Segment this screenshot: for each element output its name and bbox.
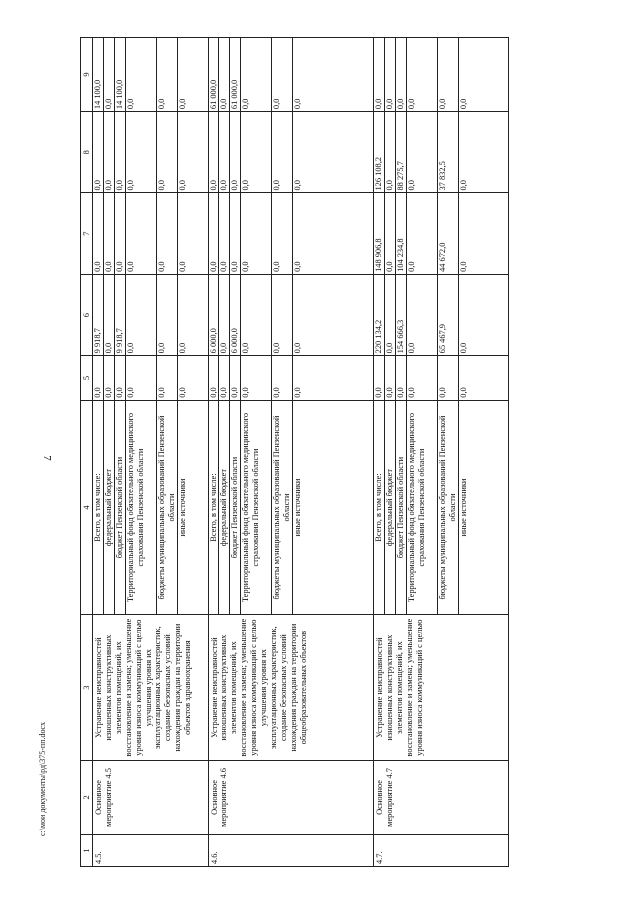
value-cell: 0,0 [93, 112, 104, 193]
value-cell: 0,0 [219, 112, 230, 193]
value-cell: 0,0 [406, 356, 437, 400]
value-cell: 0,0 [241, 274, 272, 355]
header-cell: 9 [81, 38, 93, 112]
value-cell: 14 100,0 [114, 38, 125, 112]
funding-source-cell: Территориальный фонд обязательного медицинского страхования Пензенской области [125, 400, 156, 615]
funding-source-cell: иные источники [458, 400, 508, 615]
value-cell: 0,0 [293, 38, 374, 112]
funding-source-cell: бюджет Пензенской области [114, 400, 125, 615]
funding-source-cell: федеральный бюджет [384, 400, 395, 615]
value-cell: 0,0 [156, 193, 177, 274]
value-cell: 0,0 [458, 193, 508, 274]
value-cell: 0,0 [103, 193, 114, 274]
value-cell: 9 918,7 [93, 274, 104, 355]
value-cell: 65 467,9 [437, 274, 458, 355]
value-cell: 0,0 [208, 356, 219, 400]
funding-source-cell: бюджеты муниципальных образований Пензенской области [272, 400, 293, 615]
value-cell: 0,0 [406, 274, 437, 355]
value-cell: 0,0 [241, 356, 272, 400]
value-cell: 0,0 [437, 356, 458, 400]
value-cell: 0,0 [125, 356, 156, 400]
value-cell: 0,0 [395, 356, 406, 400]
value-cell: 0,0 [114, 112, 125, 193]
activity-name-cell: Основное мероприятие 4.6 [208, 760, 374, 834]
row-number-cell: 4.6. [208, 834, 374, 866]
value-cell: 0,0 [219, 274, 230, 355]
value-cell: 0,0 [374, 356, 385, 400]
funding-source-cell: бюджет Пензенской области [230, 400, 241, 615]
value-cell: 44 672,0 [437, 193, 458, 274]
table-row [93, 38, 104, 867]
value-cell: 0,0 [406, 193, 437, 274]
value-cell: 0,0 [241, 38, 272, 112]
funding-source-cell: бюджеты муниципальных образований Пензенской области [156, 400, 177, 615]
value-cell: 9 918,7 [114, 274, 125, 355]
header-cell: 3 [81, 615, 93, 761]
row-number-cell: 4.7. [374, 834, 509, 866]
value-cell: 0,0 [293, 193, 374, 274]
value-cell: 0,0 [272, 356, 293, 400]
activity-description-cell: Устранение неисправностей изношенных конструктивных элементов помещений, их восстановление и замена; уменьшение уровня износа коммуникаций с целью улучшения уровня их эксплуатационных характеристик, создание безопасных условий нахождения граждан на территории общеобразовательных объектов [208, 615, 374, 761]
funding-source-cell: Территориальный фонд обязательного медицинского страхования Пензенской области [241, 400, 272, 615]
activity-description-cell: Устранение неисправностей изношенных конструктивных элементов помещений, их восстановление и замена; уменьшение уровня износа коммуникаций с целью улучшения уровня их эксплуатационных характеристик, создание безопасных условий нахождения граждан на территории объектов здравоохранения [93, 615, 209, 761]
header-cell: 8 [81, 112, 93, 193]
value-cell: 0,0 [241, 193, 272, 274]
value-cell: 126 108,2 [374, 112, 385, 193]
value-cell: 0,0 [156, 112, 177, 193]
value-cell: 0,0 [406, 112, 437, 193]
funding-source-cell: Всего, в том числе: [208, 400, 219, 615]
value-cell: 14 100,0 [93, 38, 104, 112]
header-cell: 1 [81, 834, 93, 866]
value-cell: 0,0 [230, 193, 241, 274]
value-cell: 0,0 [103, 356, 114, 400]
value-cell: 0,0 [93, 356, 104, 400]
value-cell: 6 000,0 [230, 274, 241, 355]
value-cell: 0,0 [437, 38, 458, 112]
value-cell: 0,0 [125, 193, 156, 274]
value-cell: 0,0 [177, 193, 208, 274]
funding-source-cell: иные источники [293, 400, 374, 615]
funding-source-cell: федеральный бюджет [219, 400, 230, 615]
value-cell: 0,0 [230, 112, 241, 193]
value-cell: 0,0 [177, 356, 208, 400]
value-cell: 0,0 [384, 112, 395, 193]
value-cell: 104 234,8 [395, 193, 406, 274]
value-cell: 0,0 [384, 274, 395, 355]
header-cell: 6 [81, 274, 93, 355]
value-cell: 0,0 [156, 38, 177, 112]
value-cell: 0,0 [93, 193, 104, 274]
value-cell: 0,0 [458, 356, 508, 400]
funding-source-cell: Территориальный фонд обязательного медицинского страхования Пензенской области [406, 400, 437, 615]
value-cell: 0,0 [458, 38, 508, 112]
value-cell: 0,0 [208, 193, 219, 274]
value-cell: 0,0 [406, 38, 437, 112]
value-cell: 61 000,0 [230, 38, 241, 112]
funding-source-cell: Всего, в том числе: [93, 400, 104, 615]
funding-source-cell: иные источники [177, 400, 208, 615]
header-row [81, 38, 93, 867]
value-cell: 0,0 [272, 112, 293, 193]
funding-source-cell: бюджет Пензенской области [395, 400, 406, 615]
value-cell: 0,0 [395, 38, 406, 112]
value-cell: 0,0 [103, 274, 114, 355]
header-cell: 7 [81, 193, 93, 274]
activity-description-cell: Устранение неисправностей изношенных конструктивных элементов помещений, их восстановление и замена; уменьшение уровня износа коммуникаций с целью [374, 615, 509, 761]
value-cell: 0,0 [156, 356, 177, 400]
value-cell: 0,0 [125, 274, 156, 355]
file-path-footer: c:\мои документы\рд\375-пп.docx [38, 721, 47, 836]
value-cell: 0,0 [114, 356, 125, 400]
value-cell: 0,0 [272, 38, 293, 112]
header-cell: 4 [81, 400, 93, 615]
value-cell: 0,0 [293, 356, 374, 400]
value-cell: 0,0 [230, 356, 241, 400]
value-cell: 0,0 [177, 38, 208, 112]
value-cell: 0,0 [177, 274, 208, 355]
table-row [208, 38, 219, 867]
value-cell: 0,0 [219, 193, 230, 274]
value-cell: 0,0 [293, 274, 374, 355]
value-cell: 0,0 [458, 112, 508, 193]
value-cell: 0,0 [103, 38, 114, 112]
activity-name-cell: Основное мероприятие 4.7 [374, 760, 509, 834]
value-cell: 0,0 [177, 112, 208, 193]
value-cell: 0,0 [208, 112, 219, 193]
value-cell: 61 000,0 [208, 38, 219, 112]
table-body [81, 38, 509, 867]
value-cell: 0,0 [458, 274, 508, 355]
header-cell: 2 [81, 760, 93, 834]
funding-source-cell: бюджеты муниципальных образований Пензенской области [437, 400, 458, 615]
header-cell: 5 [81, 356, 93, 400]
value-cell: 6 000,0 [208, 274, 219, 355]
value-cell: 0,0 [219, 38, 230, 112]
value-cell: 0,0 [156, 274, 177, 355]
value-cell: 0,0 [125, 112, 156, 193]
value-cell: 0,0 [374, 38, 385, 112]
funding-source-cell: Всего, в том числе: [374, 400, 385, 615]
value-cell: 0,0 [384, 193, 395, 274]
value-cell: 220 134,2 [374, 274, 385, 355]
value-cell: 0,0 [293, 112, 374, 193]
value-cell: 0,0 [125, 38, 156, 112]
value-cell: 0,0 [103, 112, 114, 193]
value-cell: 0,0 [272, 193, 293, 274]
value-cell: 0,0 [241, 112, 272, 193]
value-cell: 0,0 [272, 274, 293, 355]
rotated-table-container [80, 37, 608, 867]
value-cell: 0,0 [219, 356, 230, 400]
value-cell: 148 906,8 [374, 193, 385, 274]
funding-source-cell: федеральный бюджет [103, 400, 114, 615]
row-number-cell: 4.5. [93, 834, 209, 866]
value-cell: 154 666,3 [395, 274, 406, 355]
activity-name-cell: Основное мероприятие 4.5 [93, 760, 209, 834]
value-cell: 0,0 [384, 356, 395, 400]
value-cell: 0,0 [114, 193, 125, 274]
page-number: 7 [40, 455, 53, 461]
value-cell: 0,0 [384, 38, 395, 112]
program-financing-table [80, 37, 509, 867]
value-cell: 88 275,7 [395, 112, 406, 193]
value-cell: 37 832,5 [437, 112, 458, 193]
table-row [374, 38, 385, 867]
